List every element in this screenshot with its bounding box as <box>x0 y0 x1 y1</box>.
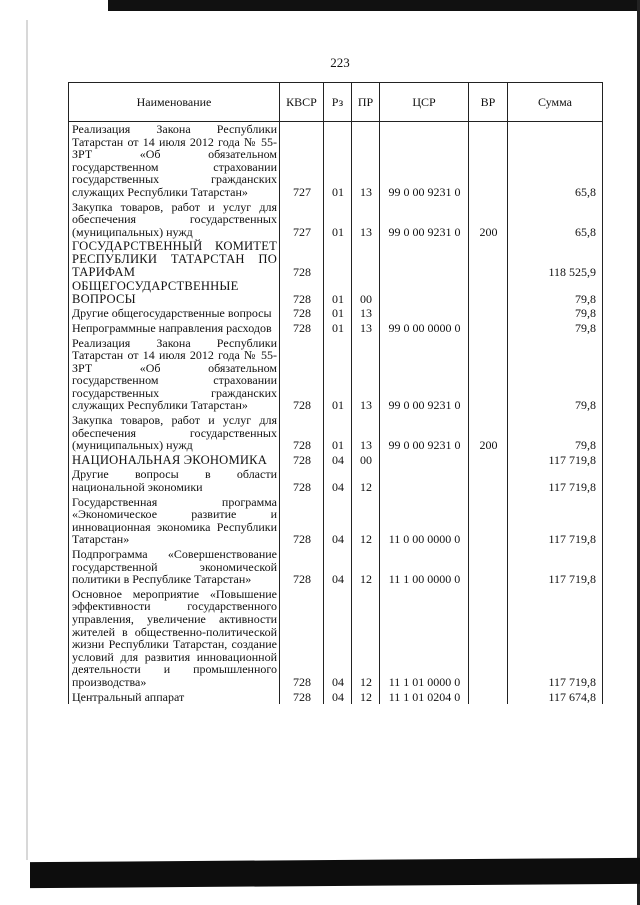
cell-pr: 13 <box>352 200 380 240</box>
cell-rz: 01 <box>324 279 352 306</box>
cell-pr: 13 <box>352 122 380 200</box>
cell-kvsr: 728 <box>280 467 324 494</box>
table-row <box>69 467 603 494</box>
cell-vr: 200 <box>469 413 508 453</box>
cell-kvsr: 728 <box>280 453 324 468</box>
table-row <box>69 547 603 587</box>
table-row <box>69 587 603 690</box>
page-number: 223 <box>330 55 350 70</box>
cell-pr: 00 <box>352 453 380 468</box>
cell-csr <box>380 239 469 279</box>
cell-name: Реализация Закона Республики Татарстан от 14 июля 2012 года № 55-ЗРТ «Об обязательном государственном страховании государственных гражданских служащих Республики Татарстан» <box>69 122 280 200</box>
cell-vr <box>469 279 508 306</box>
cell-name: ГОСУДАРСТВЕННЫЙ КОМИТЕТ РЕСПУБЛИКИ ТАТАРСТАН ПО ТАРИФАМ <box>69 239 280 279</box>
cell-pr: 13 <box>352 321 380 336</box>
cell-rz: 01 <box>324 413 352 453</box>
cell-kvsr: 728 <box>280 306 324 321</box>
cell-sum: 117 719,8 <box>508 495 603 547</box>
cell-name: ОБЩЕГОСУДАРСТВЕННЫЕ ВОПРОСЫ <box>69 279 280 306</box>
table-row <box>69 690 603 705</box>
cell-vr <box>469 495 508 547</box>
cell-pr: 12 <box>352 690 380 705</box>
cell-kvsr: 728 <box>280 279 324 306</box>
cell-pr: 12 <box>352 547 380 587</box>
cell-name: Основное мероприятие «Повышение эффективности государственного управления, увеличение активности жителей в общественно-политической жизни Республики Татарстан, создание условий для развития инновационной деятельности и промышленного производства» <box>69 587 280 690</box>
cell-rz <box>324 239 352 279</box>
cell-sum: 65,8 <box>508 122 603 200</box>
cell-rz: 04 <box>324 453 352 468</box>
cell-pr: 12 <box>352 495 380 547</box>
cell-csr: 11 1 01 0204 0 <box>380 690 469 705</box>
cell-vr <box>469 690 508 705</box>
table-row <box>69 279 603 306</box>
cell-csr: 99 0 00 9231 0 <box>380 413 469 453</box>
cell-csr: 11 1 00 0000 0 <box>380 547 469 587</box>
cell-sum: 117 719,8 <box>508 587 603 690</box>
cell-kvsr: 728 <box>280 495 324 547</box>
table-row <box>69 495 603 547</box>
cell-rz: 01 <box>324 336 352 414</box>
cell-vr <box>469 587 508 690</box>
cell-name: Государственная программа «Экономическое развитие и инновационная экономика Республики Татарстан» <box>69 495 280 547</box>
cell-rz: 04 <box>324 467 352 494</box>
header-sum: Сумма <box>508 83 603 122</box>
cell-name: Центральный аппарат <box>69 690 280 705</box>
cell-kvsr: 728 <box>280 413 324 453</box>
cell-rz: 04 <box>324 495 352 547</box>
table-row <box>69 200 603 240</box>
table-row <box>69 239 603 279</box>
cell-vr <box>469 547 508 587</box>
table-row <box>69 122 603 200</box>
cell-sum: 117 719,8 <box>508 453 603 468</box>
cell-pr: 13 <box>352 306 380 321</box>
scan-edge-bottom <box>30 858 640 888</box>
cell-name: Реализация Закона Республики Татарстан от 14 июля 2012 года № 55-ЗРТ «Об обязательном государственном страховании государственных гражданских служащих Республики Татарстан» <box>69 336 280 414</box>
cell-csr <box>380 467 469 494</box>
cell-name: Закупка товаров, работ и услуг для обеспечения государственных (муниципальных) нужд <box>69 200 280 240</box>
table-row <box>69 413 603 453</box>
cell-vr <box>469 239 508 279</box>
table-row <box>69 321 603 336</box>
cell-csr <box>380 306 469 321</box>
table-row <box>69 306 603 321</box>
cell-csr: 99 0 00 9231 0 <box>380 200 469 240</box>
header-csr: ЦСР <box>380 83 469 122</box>
cell-rz: 04 <box>324 587 352 690</box>
cell-pr: 12 <box>352 467 380 494</box>
cell-rz: 01 <box>324 306 352 321</box>
scan-edge-top <box>108 0 640 11</box>
cell-vr: 200 <box>469 200 508 240</box>
cell-vr <box>469 467 508 494</box>
cell-csr <box>380 453 469 468</box>
cell-rz: 04 <box>324 547 352 587</box>
budget-table <box>68 82 603 704</box>
cell-vr <box>469 336 508 414</box>
cell-kvsr: 727 <box>280 122 324 200</box>
cell-csr: 99 0 00 9231 0 <box>380 336 469 414</box>
cell-vr <box>469 122 508 200</box>
header-vr: ВР <box>469 83 508 122</box>
cell-csr: 11 0 00 0000 0 <box>380 495 469 547</box>
cell-pr: 00 <box>352 279 380 306</box>
header-rz: Рз <box>324 83 352 122</box>
cell-pr <box>352 239 380 279</box>
cell-kvsr: 728 <box>280 690 324 705</box>
cell-sum: 79,8 <box>508 306 603 321</box>
header-kvsr: КВСР <box>280 83 324 122</box>
cell-kvsr: 728 <box>280 239 324 279</box>
cell-sum: 65,8 <box>508 200 603 240</box>
cell-kvsr: 728 <box>280 321 324 336</box>
table-header-row <box>69 83 603 122</box>
cell-pr: 13 <box>352 413 380 453</box>
cell-sum: 117 674,8 <box>508 690 603 705</box>
cell-sum: 79,8 <box>508 321 603 336</box>
cell-vr <box>469 321 508 336</box>
cell-csr: 11 1 01 0000 0 <box>380 587 469 690</box>
cell-csr: 99 0 00 0000 0 <box>380 321 469 336</box>
table-row <box>69 336 603 414</box>
cell-pr: 12 <box>352 587 380 690</box>
cell-vr <box>469 453 508 468</box>
scan-edge-left <box>26 20 28 860</box>
cell-kvsr: 728 <box>280 587 324 690</box>
cell-name: НАЦИОНАЛЬНАЯ ЭКОНОМИКА <box>69 453 280 468</box>
table-body <box>69 122 603 705</box>
cell-kvsr: 727 <box>280 200 324 240</box>
cell-kvsr: 728 <box>280 547 324 587</box>
cell-rz: 01 <box>324 200 352 240</box>
cell-vr <box>469 306 508 321</box>
cell-name: Другие общегосударственные вопросы <box>69 306 280 321</box>
cell-csr: 99 0 00 9231 0 <box>380 122 469 200</box>
header-pr: ПР <box>352 83 380 122</box>
cell-rz: 04 <box>324 690 352 705</box>
cell-sum: 117 719,8 <box>508 467 603 494</box>
cell-sum: 117 719,8 <box>508 547 603 587</box>
cell-name: Непрограммные направления расходов <box>69 321 280 336</box>
cell-kvsr: 728 <box>280 336 324 414</box>
header-name: Наименование <box>69 83 280 122</box>
cell-name: Подпрограмма «Совершенствование государственной экономической политики в Республике Татарстан» <box>69 547 280 587</box>
table-row <box>69 453 603 468</box>
cell-sum: 79,8 <box>508 413 603 453</box>
cell-pr: 13 <box>352 336 380 414</box>
cell-sum: 79,8 <box>508 279 603 306</box>
cell-rz: 01 <box>324 122 352 200</box>
cell-sum: 118 525,9 <box>508 239 603 279</box>
cell-csr <box>380 279 469 306</box>
cell-rz: 01 <box>324 321 352 336</box>
cell-name: Закупка товаров, работ и услуг для обеспечения государственных (муниципальных) нужд <box>69 413 280 453</box>
cell-sum: 79,8 <box>508 336 603 414</box>
cell-name: Другие вопросы в области национальной экономики <box>69 467 280 494</box>
